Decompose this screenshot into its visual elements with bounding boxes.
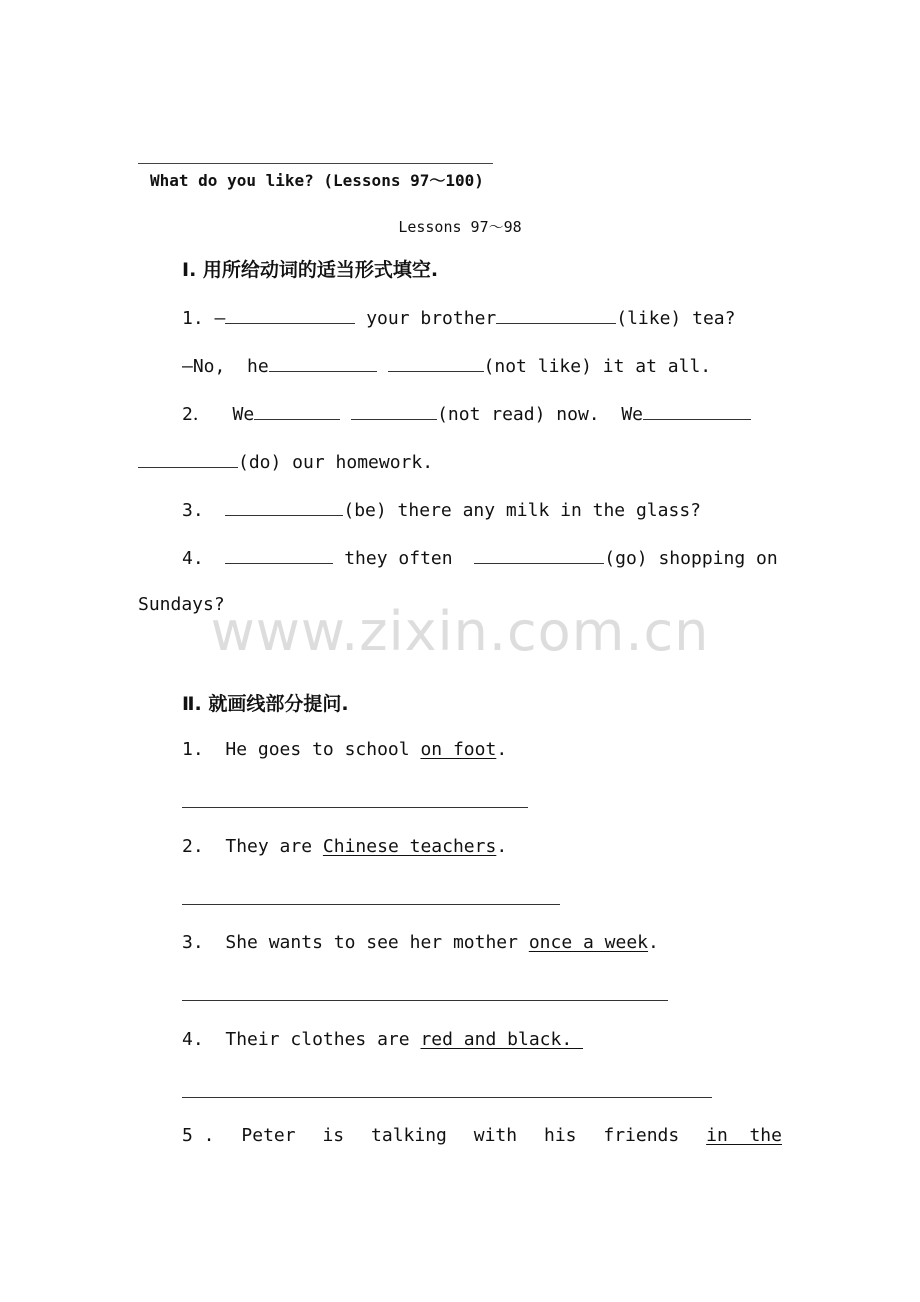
answer-blank[interactable]	[225, 545, 333, 564]
answer-blank[interactable]	[496, 305, 616, 324]
answer-blank[interactable]	[138, 449, 238, 468]
section2-heading: Ⅱ. 就画线部分提问.	[182, 693, 349, 715]
s1-question-4: 4. they often (go) shopping on	[182, 545, 782, 571]
s2-question-5: 5 . Peter is talking with his friends in the	[182, 1125, 782, 1146]
answer-blank[interactable]	[388, 353, 484, 372]
answer-blank[interactable]	[474, 545, 604, 564]
header-rule	[138, 163, 493, 164]
s1-question-4-cont: Sundays?	[138, 594, 225, 615]
section1-heading: Ⅰ. 用所给动词的适当形式填空.	[182, 259, 439, 281]
answer-blank[interactable]	[225, 305, 355, 324]
answer-blank[interactable]	[225, 497, 343, 516]
s1-question-2: 2． We (not read) now. We	[182, 401, 782, 427]
lessons-subtitle: Lessons 97～98	[398, 218, 522, 236]
s1-question-3: 3. (be) there any milk in the glass?	[182, 497, 701, 523]
answer-blank[interactable]	[643, 401, 751, 420]
answer-blank[interactable]	[254, 401, 340, 420]
s2-question-3: 3. She wants to see her mother once a week.	[182, 932, 659, 953]
s2-question-4: 4. Their clothes are red and black.	[182, 1029, 584, 1050]
answer-blank[interactable]	[351, 401, 437, 420]
s2-question-1: 1. He goes to school on foot.	[182, 739, 508, 760]
document-title: What do you like? (Lessons 97～100)	[150, 171, 484, 190]
s1-question-2-cont: (do) our homework.	[138, 449, 433, 475]
s2-question-2: 2. They are Chinese teachers.	[182, 836, 508, 857]
s1-question-1-reply: —No, he (not like) it at all.	[182, 353, 711, 379]
answer-blank[interactable]	[269, 353, 377, 372]
watermark: www.zixin.com.cn	[210, 600, 710, 663]
answer-line[interactable]	[182, 807, 528, 808]
answer-line[interactable]	[182, 1000, 668, 1001]
s1-question-1: 1. — your brother (like) tea?	[182, 305, 735, 331]
answer-line[interactable]	[182, 1097, 712, 1098]
answer-line[interactable]	[182, 904, 560, 905]
